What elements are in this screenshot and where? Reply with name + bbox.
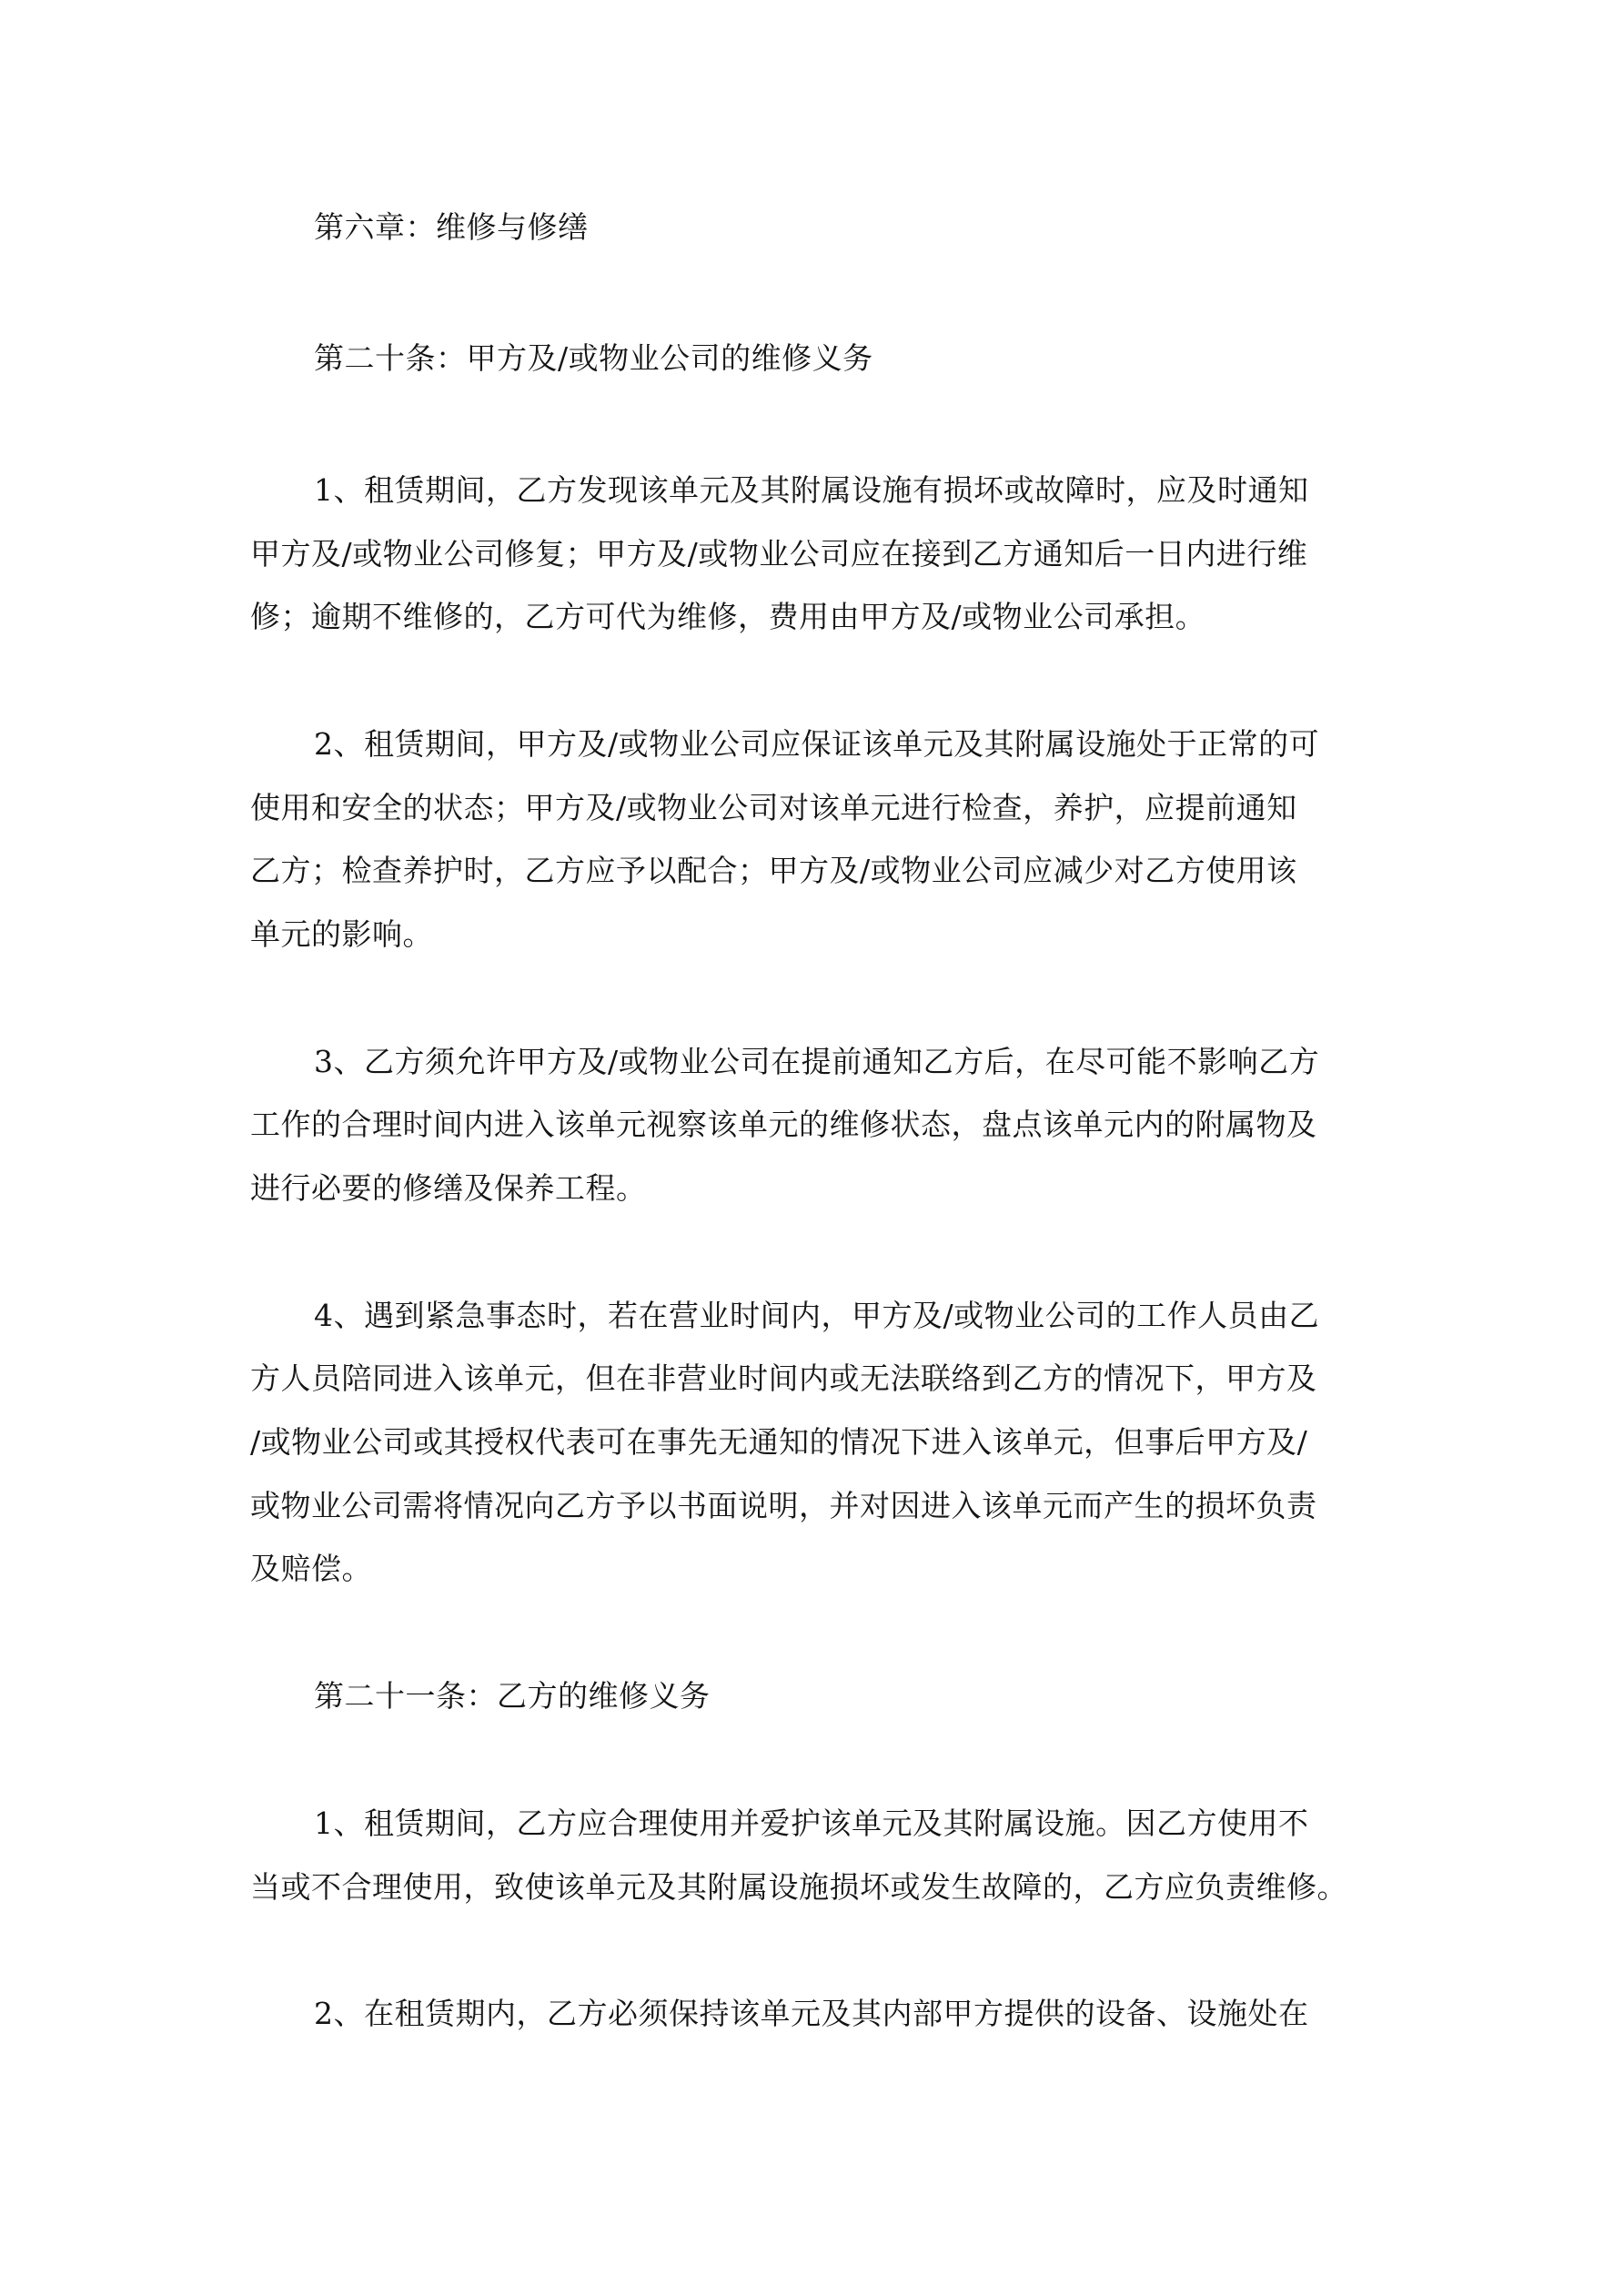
- paragraph-line: 1、租赁期间，乙方发现该单元及其附属设施有损坏或故障时，应及时通知: [314, 472, 1309, 508]
- paragraph-line: 单元的影响。: [250, 916, 433, 952]
- paragraph-line: 或物业公司需将情况向乙方予以书面说明，并对因进入该单元而产生的损坏负责: [250, 1488, 1317, 1523]
- paragraph-line: 修；逾期不维修的，乙方可代为维修，费用由甲方及/或物业公司承担。: [250, 599, 1206, 634]
- paragraph-line: 甲方及/或物业公司修复；甲方及/或物业公司应在接到乙方通知后一日内进行维: [250, 536, 1308, 571]
- paragraph-line: 当或不合理使用，致使该单元及其附属设施损坏或发生故障的，乙方应负责维修。: [250, 1869, 1347, 1905]
- paragraph-line: /或物业公司或其授权代表可在事先无通知的情况下进入该单元，但事后甲方及/: [250, 1424, 1308, 1460]
- paragraph-line: 3、乙方须允许甲方及/或物业公司在提前通知乙方后，在尽可能不影响乙方: [314, 1044, 1320, 1079]
- paragraph-line: 使用和安全的状态；甲方及/或物业公司对该单元进行检查，养护，应提前通知: [250, 790, 1297, 825]
- article-21-heading: 第二十一条：乙方的维修义务: [314, 1678, 711, 1714]
- paragraph-line: 4、遇到紧急事态时，若在营业时间内，甲方及/或物业公司的工作人员由乙: [314, 1298, 1320, 1333]
- paragraph-line: 方人员陪同进入该单元，但在非营业时间内或无法联络到乙方的情况下，甲方及: [250, 1360, 1317, 1396]
- paragraph-line: 2、租赁期间，甲方及/或物业公司应保证该单元及其附属设施处于正常的可: [314, 726, 1320, 762]
- article-20-heading: 第二十条：甲方及/或物业公司的维修义务: [314, 340, 873, 376]
- paragraph-line: 乙方；检查养护时，乙方应予以配合；甲方及/或物业公司应减少对乙方使用该: [250, 853, 1297, 888]
- paragraph-line: 2、在租赁期内，乙方必须保持该单元及其内部甲方提供的设备、设施处在: [314, 1996, 1309, 2031]
- paragraph-line: 及赔偿。: [250, 1551, 372, 1586]
- paragraph-line: 工作的合理时间内进入该单元视察该单元的维修状态，盘点该单元内的附属物及: [250, 1107, 1317, 1142]
- paragraph-line: 进行必要的修缮及保养工程。: [250, 1170, 647, 1206]
- chapter-title: 第六章：维修与修缮: [314, 209, 589, 245]
- paragraph-line: 1、租赁期间，乙方应合理使用并爱护该单元及其附属设施。因乙方使用不: [314, 1805, 1309, 1841]
